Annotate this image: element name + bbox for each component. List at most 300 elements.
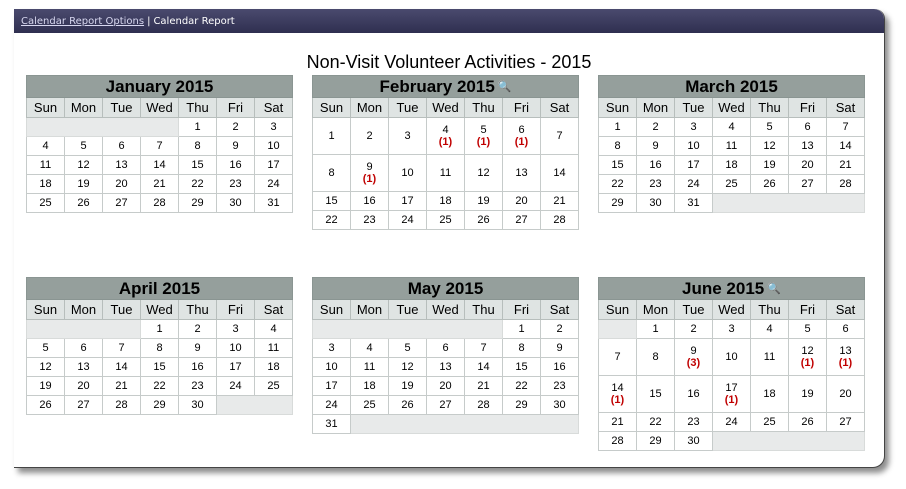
day-number: 2 <box>556 323 563 335</box>
magnifier-icon[interactable]: 🔍 <box>497 80 512 93</box>
day-cell[interactable] <box>27 358 65 377</box>
day-cell[interactable] <box>503 377 541 396</box>
day-cell[interactable] <box>827 320 865 339</box>
day-cell[interactable] <box>675 320 713 339</box>
day-cell[interactable] <box>599 175 637 194</box>
day-number: 25 <box>363 399 376 411</box>
day-cell[interactable] <box>503 118 541 155</box>
day-cell[interactable] <box>351 118 389 155</box>
day-cell[interactable] <box>255 194 293 213</box>
day-cell[interactable] <box>179 194 217 213</box>
day-cell[interactable] <box>503 192 541 211</box>
day-cell[interactable] <box>599 194 637 213</box>
day-cell[interactable] <box>179 396 217 415</box>
day-cell[interactable] <box>675 432 713 451</box>
day-cell[interactable] <box>789 320 827 339</box>
day-cell[interactable] <box>541 377 579 396</box>
breadcrumb-current: Calendar Report <box>153 16 235 27</box>
day-cell[interactable] <box>217 194 255 213</box>
breadcrumb <box>14 9 884 33</box>
day-cell[interactable] <box>103 339 141 358</box>
day-cell[interactable] <box>637 175 675 194</box>
calendar-report-options-link[interactable]: Calendar Report Options <box>21 16 145 27</box>
day-cell[interactable] <box>465 396 503 415</box>
day-number: 24 <box>725 416 738 428</box>
day-number: 11 <box>267 342 280 354</box>
day-cell[interactable] <box>713 137 751 156</box>
month-name: January 2015 <box>105 76 214 96</box>
activity-count[interactable]: (3) <box>686 357 701 369</box>
day-number: 4 <box>366 342 373 354</box>
day-number: 27 <box>801 178 814 190</box>
day-cell[interactable] <box>465 358 503 377</box>
day-cell[interactable] <box>827 118 865 137</box>
day-cell[interactable] <box>313 118 351 155</box>
weekday-header: Sun <box>599 300 637 320</box>
day-cell[interactable] <box>255 320 293 339</box>
day-cell[interactable] <box>389 192 427 211</box>
day-number: 13 <box>839 345 852 357</box>
day-cell[interactable] <box>427 211 465 230</box>
day-cell[interactable] <box>27 396 65 415</box>
day-number: 24 <box>687 178 700 190</box>
activity-count[interactable]: (1) <box>724 394 739 406</box>
day-number: 27 <box>77 399 90 411</box>
day-cell[interactable] <box>751 175 789 194</box>
day-cell[interactable] <box>427 192 465 211</box>
day-cell[interactable] <box>27 175 65 194</box>
day-number: 21 <box>153 178 166 190</box>
day-cell[interactable] <box>789 339 827 376</box>
day-number: 17 <box>267 159 280 171</box>
day-number: 25 <box>763 416 776 428</box>
day-cell[interactable] <box>351 377 389 396</box>
day-number: 29 <box>191 197 204 209</box>
day-cell[interactable] <box>313 211 351 230</box>
day-cell[interactable] <box>313 396 351 415</box>
day-number: 10 <box>325 361 338 373</box>
day-cell[interactable] <box>675 156 713 175</box>
day-cell[interactable] <box>65 358 103 377</box>
day-number: 25 <box>725 178 738 190</box>
day-cell[interactable] <box>65 156 103 175</box>
day-cell[interactable] <box>599 137 637 156</box>
day-number: 22 <box>191 178 204 190</box>
day-cell[interactable] <box>599 432 637 451</box>
day-cell[interactable] <box>427 155 465 192</box>
activity-count[interactable]: (1) <box>838 357 853 369</box>
day-cell[interactable] <box>503 358 541 377</box>
day-cell[interactable] <box>255 339 293 358</box>
day-cell[interactable] <box>465 339 503 358</box>
day-cell[interactable] <box>65 194 103 213</box>
day-cell[interactable] <box>675 376 713 413</box>
day-cell[interactable] <box>541 396 579 415</box>
day-cell[interactable] <box>637 339 675 376</box>
day-cell[interactable] <box>599 413 637 432</box>
day-cell[interactable] <box>827 376 865 413</box>
day-cell[interactable] <box>541 320 579 339</box>
day-number: 28 <box>611 435 624 447</box>
day-number: 15 <box>153 361 166 373</box>
day-number: 1 <box>652 323 659 335</box>
day-number: 23 <box>191 380 204 392</box>
day-cell[interactable] <box>141 358 179 377</box>
weekday-header: Sat <box>827 300 865 320</box>
day-number: 30 <box>191 399 204 411</box>
day-number: 15 <box>191 159 204 171</box>
day-cell[interactable] <box>389 339 427 358</box>
day-cell[interactable] <box>637 137 675 156</box>
day-number: 16 <box>363 195 376 207</box>
day-cell[interactable] <box>389 396 427 415</box>
day-cell[interactable] <box>427 377 465 396</box>
day-cell[interactable] <box>217 175 255 194</box>
day-number: 23 <box>363 214 376 226</box>
day-number: 29 <box>611 197 624 209</box>
day-cell[interactable] <box>675 339 713 376</box>
day-cell[interactable] <box>427 339 465 358</box>
day-cell[interactable] <box>827 175 865 194</box>
day-cell[interactable] <box>27 194 65 213</box>
day-cell[interactable] <box>789 137 827 156</box>
day-cell[interactable] <box>637 118 675 137</box>
day-number: 19 <box>401 380 414 392</box>
day-number: 1 <box>194 121 201 133</box>
day-cell[interactable] <box>637 376 675 413</box>
day-cell[interactable] <box>217 156 255 175</box>
day-cell[interactable] <box>599 156 637 175</box>
day-cell[interactable] <box>103 137 141 156</box>
day-cell[interactable] <box>255 377 293 396</box>
day-cell[interactable] <box>351 211 389 230</box>
day-cell[interactable] <box>541 339 579 358</box>
day-cell[interactable] <box>217 339 255 358</box>
day-cell[interactable] <box>179 358 217 377</box>
day-number: 25 <box>39 197 52 209</box>
day-number: 7 <box>156 140 163 152</box>
magnifier-icon[interactable]: 🔍 <box>767 282 781 295</box>
day-cell[interactable] <box>103 194 141 213</box>
day-cell[interactable] <box>713 339 751 376</box>
day-cell[interactable] <box>313 377 351 396</box>
day-cell[interactable] <box>599 376 637 413</box>
day-cell[interactable] <box>599 118 637 137</box>
day-cell[interactable] <box>465 211 503 230</box>
day-cell[interactable] <box>351 358 389 377</box>
day-number: 8 <box>194 140 201 152</box>
day-cell[interactable] <box>503 396 541 415</box>
day-number: 2 <box>194 323 201 335</box>
day-cell[interactable] <box>789 175 827 194</box>
day-number: 17 <box>401 195 414 207</box>
day-number: 24 <box>267 178 280 190</box>
day-cell[interactable] <box>427 358 465 377</box>
day-number: 20 <box>439 380 452 392</box>
day-cell[interactable] <box>465 155 503 192</box>
day-cell[interactable] <box>313 358 351 377</box>
day-cell[interactable] <box>141 175 179 194</box>
day-cell[interactable] <box>313 155 351 192</box>
day-cell[interactable] <box>65 175 103 194</box>
day-number: 8 <box>652 351 659 363</box>
day-cell[interactable] <box>141 377 179 396</box>
day-cell[interactable] <box>827 156 865 175</box>
day-cell[interactable] <box>465 192 503 211</box>
day-number: 26 <box>401 399 414 411</box>
day-cell[interactable] <box>179 339 217 358</box>
day-cell[interactable] <box>351 339 389 358</box>
day-cell[interactable] <box>827 339 865 376</box>
day-number: 3 <box>270 121 277 133</box>
day-number: 21 <box>477 380 490 392</box>
activity-count[interactable]: (1) <box>438 136 453 148</box>
weekday-header: Sat <box>541 98 579 118</box>
day-number: 7 <box>614 351 621 363</box>
day-cell[interactable] <box>503 320 541 339</box>
day-cell[interactable] <box>827 413 865 432</box>
weekday-header: Mon <box>65 98 103 118</box>
day-cell[interactable] <box>389 118 427 155</box>
day-cell[interactable] <box>751 320 789 339</box>
day-number: 14 <box>839 140 852 152</box>
day-cell[interactable] <box>389 377 427 396</box>
day-cell[interactable] <box>789 118 827 137</box>
day-cell[interactable] <box>217 118 255 137</box>
day-number: 4 <box>42 140 49 152</box>
activity-count[interactable]: (1) <box>476 136 491 148</box>
day-number: 5 <box>42 342 49 354</box>
day-number: 18 <box>763 388 776 400</box>
day-number: 12 <box>801 345 814 357</box>
day-number: 21 <box>839 159 852 171</box>
activity-count[interactable]: (1) <box>800 357 815 369</box>
day-number: 21 <box>611 416 624 428</box>
day-cell[interactable] <box>789 376 827 413</box>
day-number: 11 <box>763 351 776 363</box>
day-number: 18 <box>363 380 376 392</box>
day-cell[interactable] <box>179 320 217 339</box>
day-cell[interactable] <box>427 118 465 155</box>
day-number: 18 <box>439 195 452 207</box>
day-cell[interactable] <box>427 396 465 415</box>
day-cell[interactable] <box>255 137 293 156</box>
day-number: 1 <box>328 130 335 142</box>
day-number: 6 <box>804 121 811 133</box>
day-cell[interactable] <box>503 339 541 358</box>
day-number: 7 <box>118 342 125 354</box>
day-cell[interactable] <box>313 339 351 358</box>
day-cell[interactable] <box>389 155 427 192</box>
day-cell[interactable] <box>751 339 789 376</box>
day-number: 10 <box>401 167 414 179</box>
day-number: 20 <box>839 388 852 400</box>
day-number: 27 <box>839 416 852 428</box>
day-cell[interactable] <box>541 192 579 211</box>
day-cell[interactable] <box>313 415 351 434</box>
weekday-header: Sat <box>255 98 293 118</box>
day-cell[interactable] <box>541 155 579 192</box>
weekday-header: Fri <box>217 98 255 118</box>
day-cell[interactable] <box>713 118 751 137</box>
day-cell[interactable] <box>599 339 637 376</box>
day-cell[interactable] <box>789 413 827 432</box>
day-number: 10 <box>229 342 242 354</box>
day-cell[interactable] <box>255 358 293 377</box>
day-cell[interactable] <box>637 432 675 451</box>
day-cell[interactable] <box>141 396 179 415</box>
day-cell[interactable] <box>217 358 255 377</box>
day-cell[interactable] <box>713 175 751 194</box>
day-cell[interactable] <box>217 377 255 396</box>
empty-day <box>313 320 503 339</box>
day-cell[interactable] <box>255 118 293 137</box>
activity-count[interactable]: (1) <box>514 136 529 148</box>
day-number: 2 <box>690 323 697 335</box>
day-cell[interactable] <box>65 396 103 415</box>
day-cell[interactable] <box>637 320 675 339</box>
day-cell[interactable] <box>179 175 217 194</box>
day-cell[interactable] <box>541 118 579 155</box>
day-cell[interactable] <box>141 156 179 175</box>
day-number: 22 <box>153 380 166 392</box>
day-cell[interactable] <box>675 175 713 194</box>
day-cell[interactable] <box>713 156 751 175</box>
day-cell[interactable] <box>713 376 751 413</box>
day-cell[interactable] <box>103 377 141 396</box>
month-name: June 2015 <box>682 278 765 298</box>
breadcrumb-separator: | <box>147 16 151 27</box>
day-number: 8 <box>518 342 525 354</box>
day-cell[interactable] <box>751 413 789 432</box>
day-cell[interactable] <box>751 376 789 413</box>
day-cell[interactable] <box>65 339 103 358</box>
day-number: 13 <box>515 167 528 179</box>
day-number: 17 <box>229 361 242 373</box>
weekday-header: Wed <box>427 300 465 320</box>
activity-count[interactable]: (1) <box>362 173 377 185</box>
day-cell[interactable] <box>637 194 675 213</box>
day-cell[interactable] <box>217 320 255 339</box>
day-cell[interactable] <box>313 192 351 211</box>
day-cell[interactable] <box>351 192 389 211</box>
day-cell[interactable] <box>103 156 141 175</box>
day-cell[interactable] <box>465 377 503 396</box>
day-cell[interactable] <box>179 137 217 156</box>
day-cell[interactable] <box>675 137 713 156</box>
day-number: 24 <box>401 214 414 226</box>
day-number: 15 <box>649 388 662 400</box>
day-cell[interactable] <box>103 175 141 194</box>
day-cell[interactable] <box>103 358 141 377</box>
day-cell[interactable] <box>675 118 713 137</box>
day-cell[interactable] <box>27 156 65 175</box>
day-number: 10 <box>687 140 700 152</box>
day-cell[interactable] <box>255 175 293 194</box>
day-number: 16 <box>191 361 204 373</box>
day-cell[interactable] <box>541 211 579 230</box>
day-cell[interactable] <box>465 118 503 155</box>
day-cell[interactable] <box>179 156 217 175</box>
day-number: 5 <box>404 342 411 354</box>
day-cell[interactable] <box>827 137 865 156</box>
day-cell[interactable] <box>27 377 65 396</box>
day-number: 19 <box>77 178 90 190</box>
day-number: 18 <box>39 178 52 190</box>
month-calendar <box>598 277 865 451</box>
day-cell[interactable] <box>141 320 179 339</box>
day-cell[interactable] <box>675 194 713 213</box>
day-number: 11 <box>439 167 452 179</box>
day-cell[interactable] <box>713 413 751 432</box>
day-cell[interactable] <box>789 156 827 175</box>
day-cell[interactable] <box>255 156 293 175</box>
day-number: 9 <box>652 140 659 152</box>
day-cell[interactable] <box>503 155 541 192</box>
day-cell[interactable] <box>751 156 789 175</box>
day-cell[interactable] <box>541 358 579 377</box>
day-cell[interactable] <box>179 377 217 396</box>
day-cell[interactable] <box>389 211 427 230</box>
day-number: 6 <box>518 124 525 136</box>
activity-count[interactable]: (1) <box>610 394 625 406</box>
day-cell[interactable] <box>27 339 65 358</box>
day-cell[interactable] <box>141 137 179 156</box>
day-cell[interactable] <box>751 118 789 137</box>
day-cell[interactable] <box>141 339 179 358</box>
day-cell[interactable] <box>27 137 65 156</box>
day-cell[interactable] <box>65 137 103 156</box>
day-number: 26 <box>77 197 90 209</box>
day-cell[interactable] <box>217 137 255 156</box>
day-cell[interactable] <box>637 156 675 175</box>
day-cell[interactable] <box>141 194 179 213</box>
day-number: 30 <box>649 197 662 209</box>
day-cell[interactable] <box>389 358 427 377</box>
weekday-header: Thu <box>465 98 503 118</box>
day-number: 10 <box>267 140 280 152</box>
day-number: 2 <box>232 121 239 133</box>
day-number: 25 <box>267 380 280 392</box>
day-cell[interactable] <box>351 155 389 192</box>
weekday-header: Thu <box>179 300 217 320</box>
day-number: 5 <box>80 140 87 152</box>
day-cell[interactable] <box>65 377 103 396</box>
day-number: 28 <box>477 399 490 411</box>
weekday-header: Sun <box>313 300 351 320</box>
month-calendar <box>312 277 579 434</box>
day-cell[interactable] <box>637 413 675 432</box>
day-number: 23 <box>229 178 242 190</box>
day-number: 13 <box>77 361 90 373</box>
day-cell[interactable] <box>103 396 141 415</box>
day-number: 18 <box>267 361 280 373</box>
day-cell[interactable] <box>351 396 389 415</box>
month-calendar <box>598 75 865 213</box>
empty-day <box>713 432 865 451</box>
day-cell[interactable] <box>503 211 541 230</box>
day-cell[interactable] <box>751 137 789 156</box>
day-number: 3 <box>232 323 239 335</box>
day-number: 28 <box>839 178 852 190</box>
day-number: 14 <box>553 167 566 179</box>
day-cell[interactable] <box>675 413 713 432</box>
day-cell[interactable] <box>713 320 751 339</box>
day-number: 30 <box>553 399 566 411</box>
day-cell[interactable] <box>179 118 217 137</box>
weekday-header: Wed <box>713 98 751 118</box>
day-number: 27 <box>515 214 528 226</box>
